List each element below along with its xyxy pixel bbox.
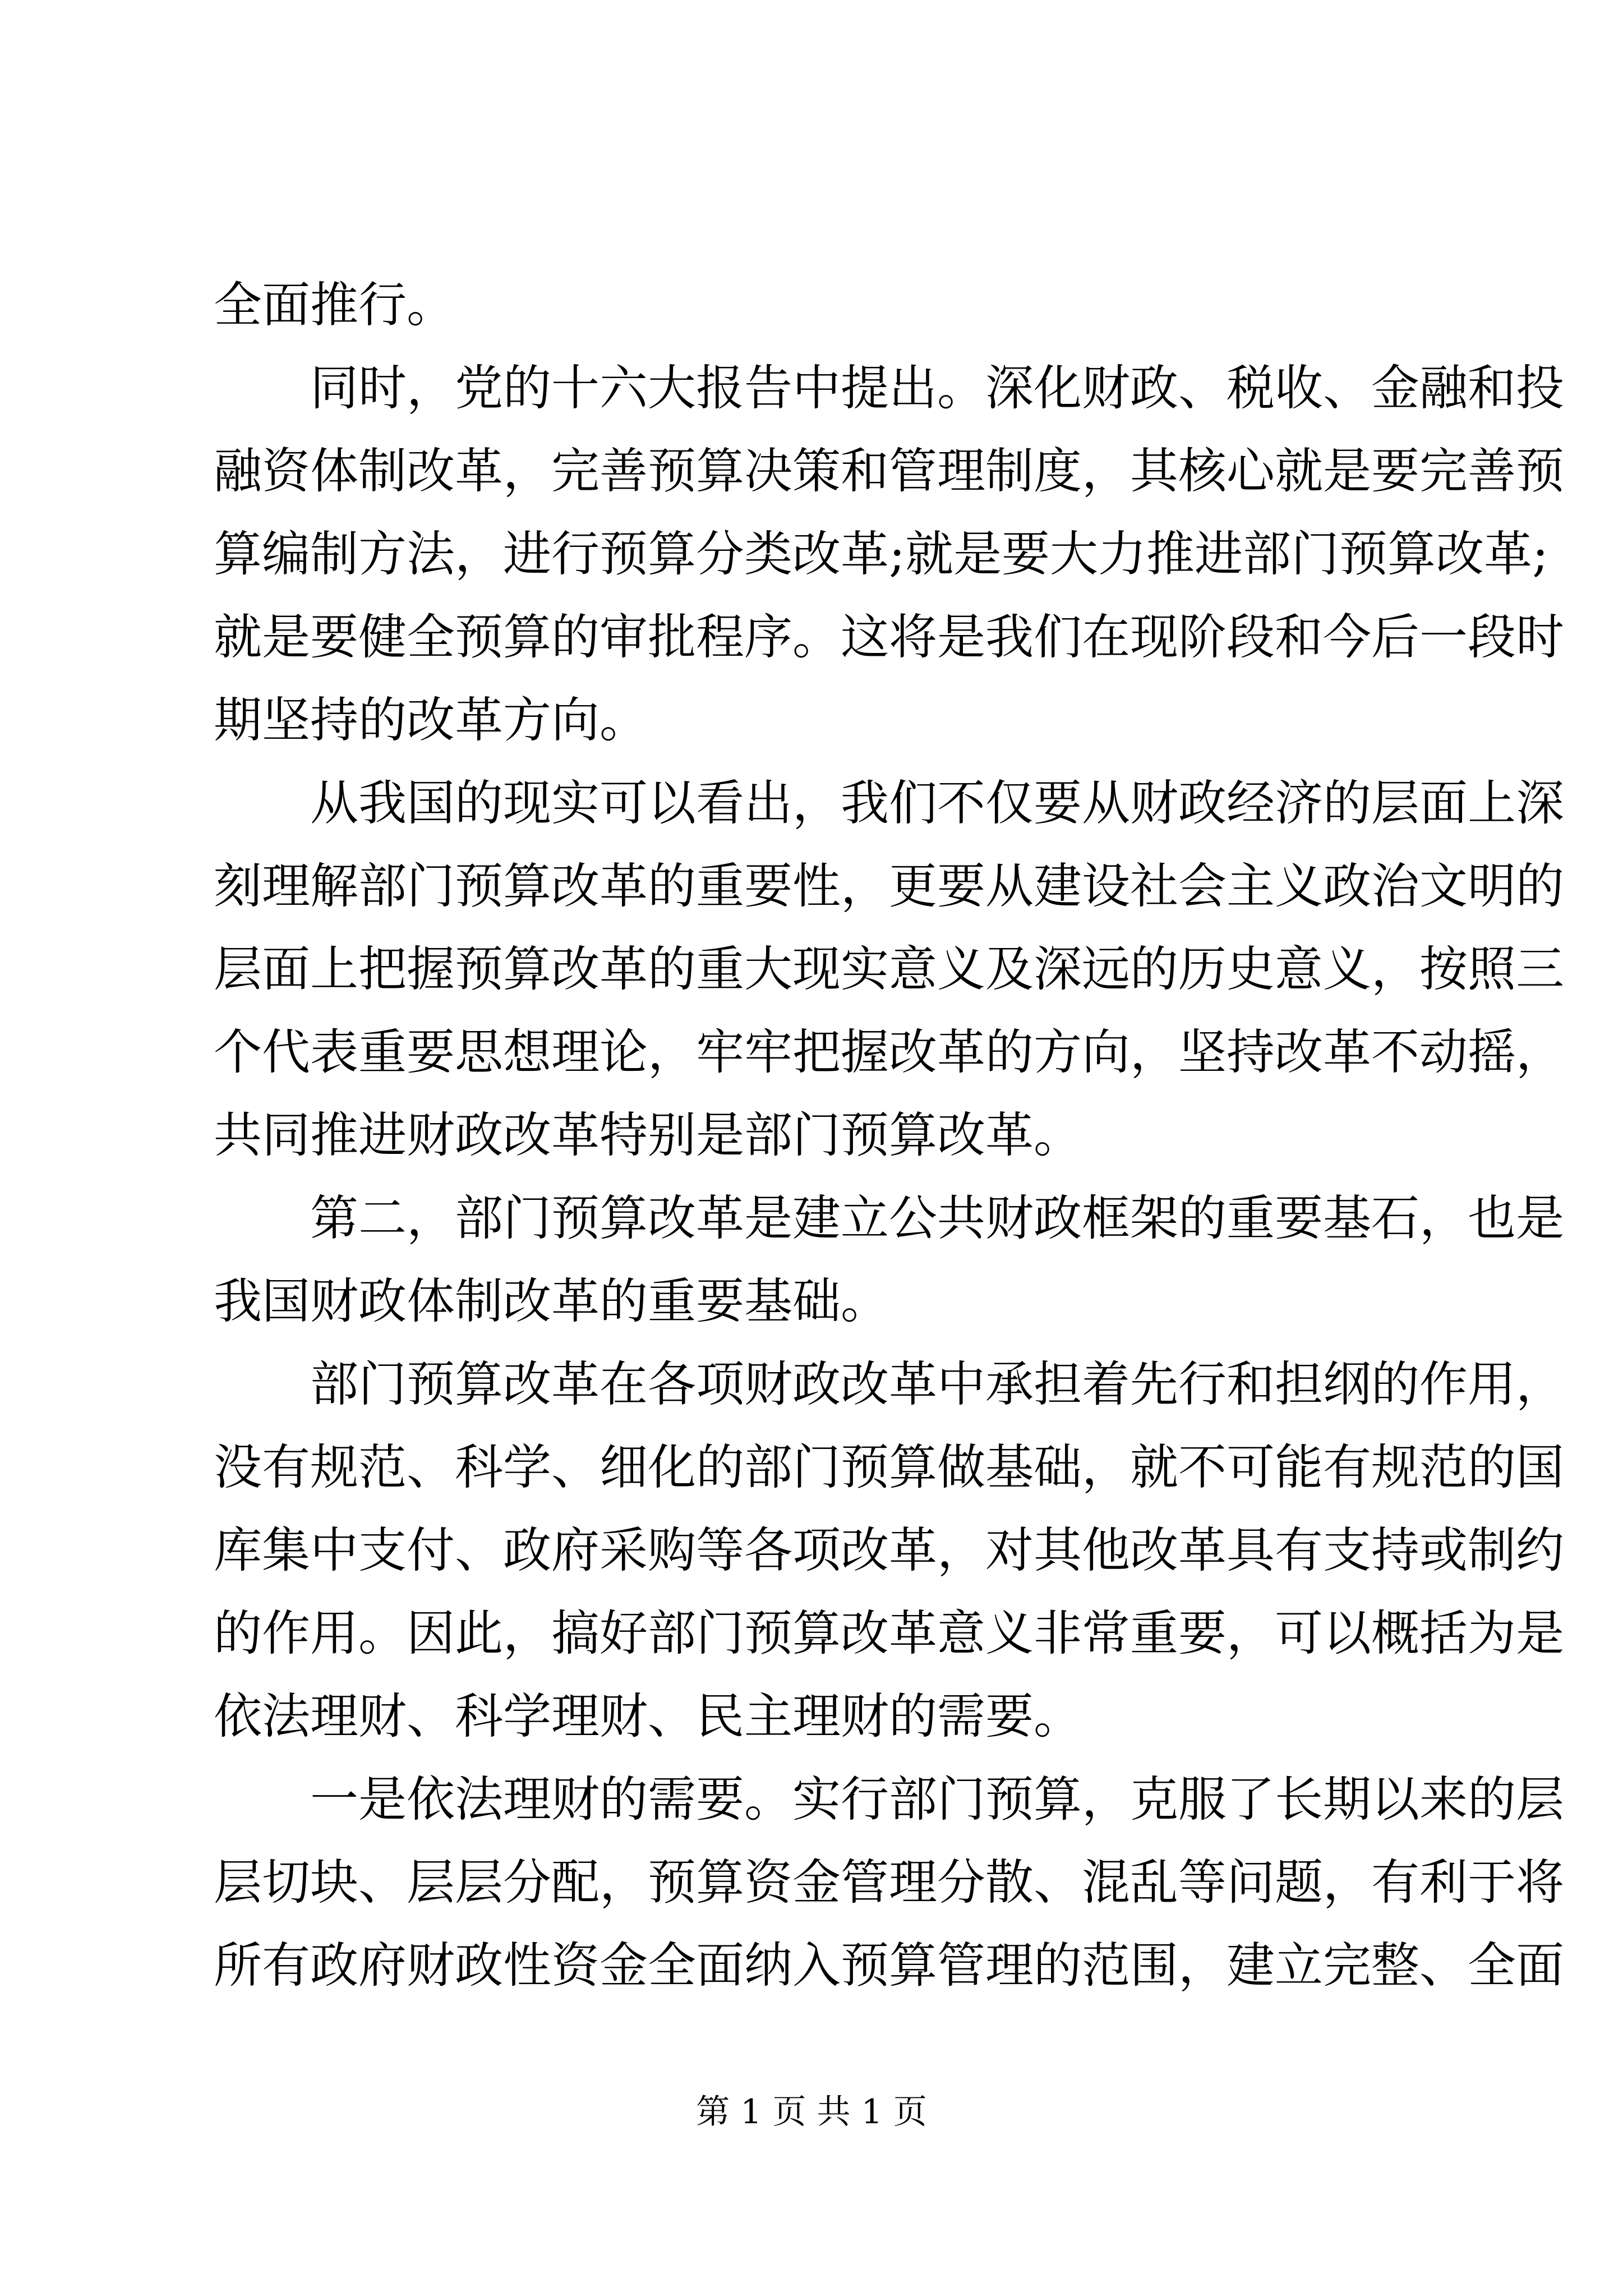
paragraph-6-line-3: 所有政府财政性资金全面纳入预算管理的范围，建立完整、全面 xyxy=(214,1938,1564,1994)
paragraph-4-line-2: 我国财政体制改革的重要基础。 xyxy=(214,1273,889,1329)
paragraph-6-line-1: 一是依法理财的需要。实行部门预算，克服了长期以来的层 xyxy=(310,1772,1564,1828)
paragraph-2-line-5: 期坚持的改革方向。 xyxy=(214,692,648,748)
page-footer: 第 1 页 共 1 页 xyxy=(696,2092,927,2132)
paragraph-5-line-1: 部门预算改革在各项财政改革中承担着先行和担纲的作用， xyxy=(310,1356,1564,1412)
paragraph-4-line-1: 第二，部门预算改革是建立公共财政框架的重要基石，也是 xyxy=(310,1190,1564,1246)
paragraph-1-line-1: 全面推行。 xyxy=(214,277,455,333)
paragraph-2-line-4: 就是要健全预算的审批程序。这将是我们在现阶段和今后一段时 xyxy=(214,609,1564,665)
paragraph-2-line-2: 融资体制改革，完善预算决策和管理制度，其核心就是要完善预 xyxy=(214,443,1564,499)
paragraph-6-line-2: 层切块、层层分配，预算资金管理分散、混乱等问题，有利于将 xyxy=(214,1855,1564,1911)
paragraph-3-line-3: 层面上把握预算改革的重大现实意义及深远的历史意义，按照三 xyxy=(214,941,1564,997)
paragraph-2-line-1: 同时，党的十六大报告中提出。深化财政、税收、金融和投 xyxy=(310,360,1564,416)
paragraph-5-line-2: 没有规范、科学、细化的部门预算做基础，就不可能有规范的国 xyxy=(214,1439,1564,1496)
document-body xyxy=(214,264,1564,2007)
paragraph-3-line-5: 共同推进财政改革特别是部门预算改革。 xyxy=(214,1107,1082,1163)
paragraph-5-line-4: 的作用。因此，搞好部门预算改革意义非常重要，可以概括为是 xyxy=(214,1605,1564,1662)
paragraph-3-line-1: 从我国的现实可以看出，我们不仅要从财政经济的层面上深 xyxy=(310,775,1564,831)
paragraph-5-line-3: 库集中支付、政府采购等各项改革，对其他改革具有支持或制约 xyxy=(214,1522,1564,1579)
paragraph-2-line-3: 算编制方法，进行预算分类改革;就是要大力推进部门预算改革; xyxy=(214,526,1548,582)
paragraph-3-line-2: 刻理解部门预算改革的重要性，更要从建设社会主义政治文明的 xyxy=(214,858,1564,914)
paragraph-3-line-4: 个代表重要思想理论，牢牢把握改革的方向，坚持改革不动摇， xyxy=(214,1024,1564,1080)
paragraph-5-line-5: 依法理财、科学理财、民主理财的需要。 xyxy=(214,1688,1082,1745)
